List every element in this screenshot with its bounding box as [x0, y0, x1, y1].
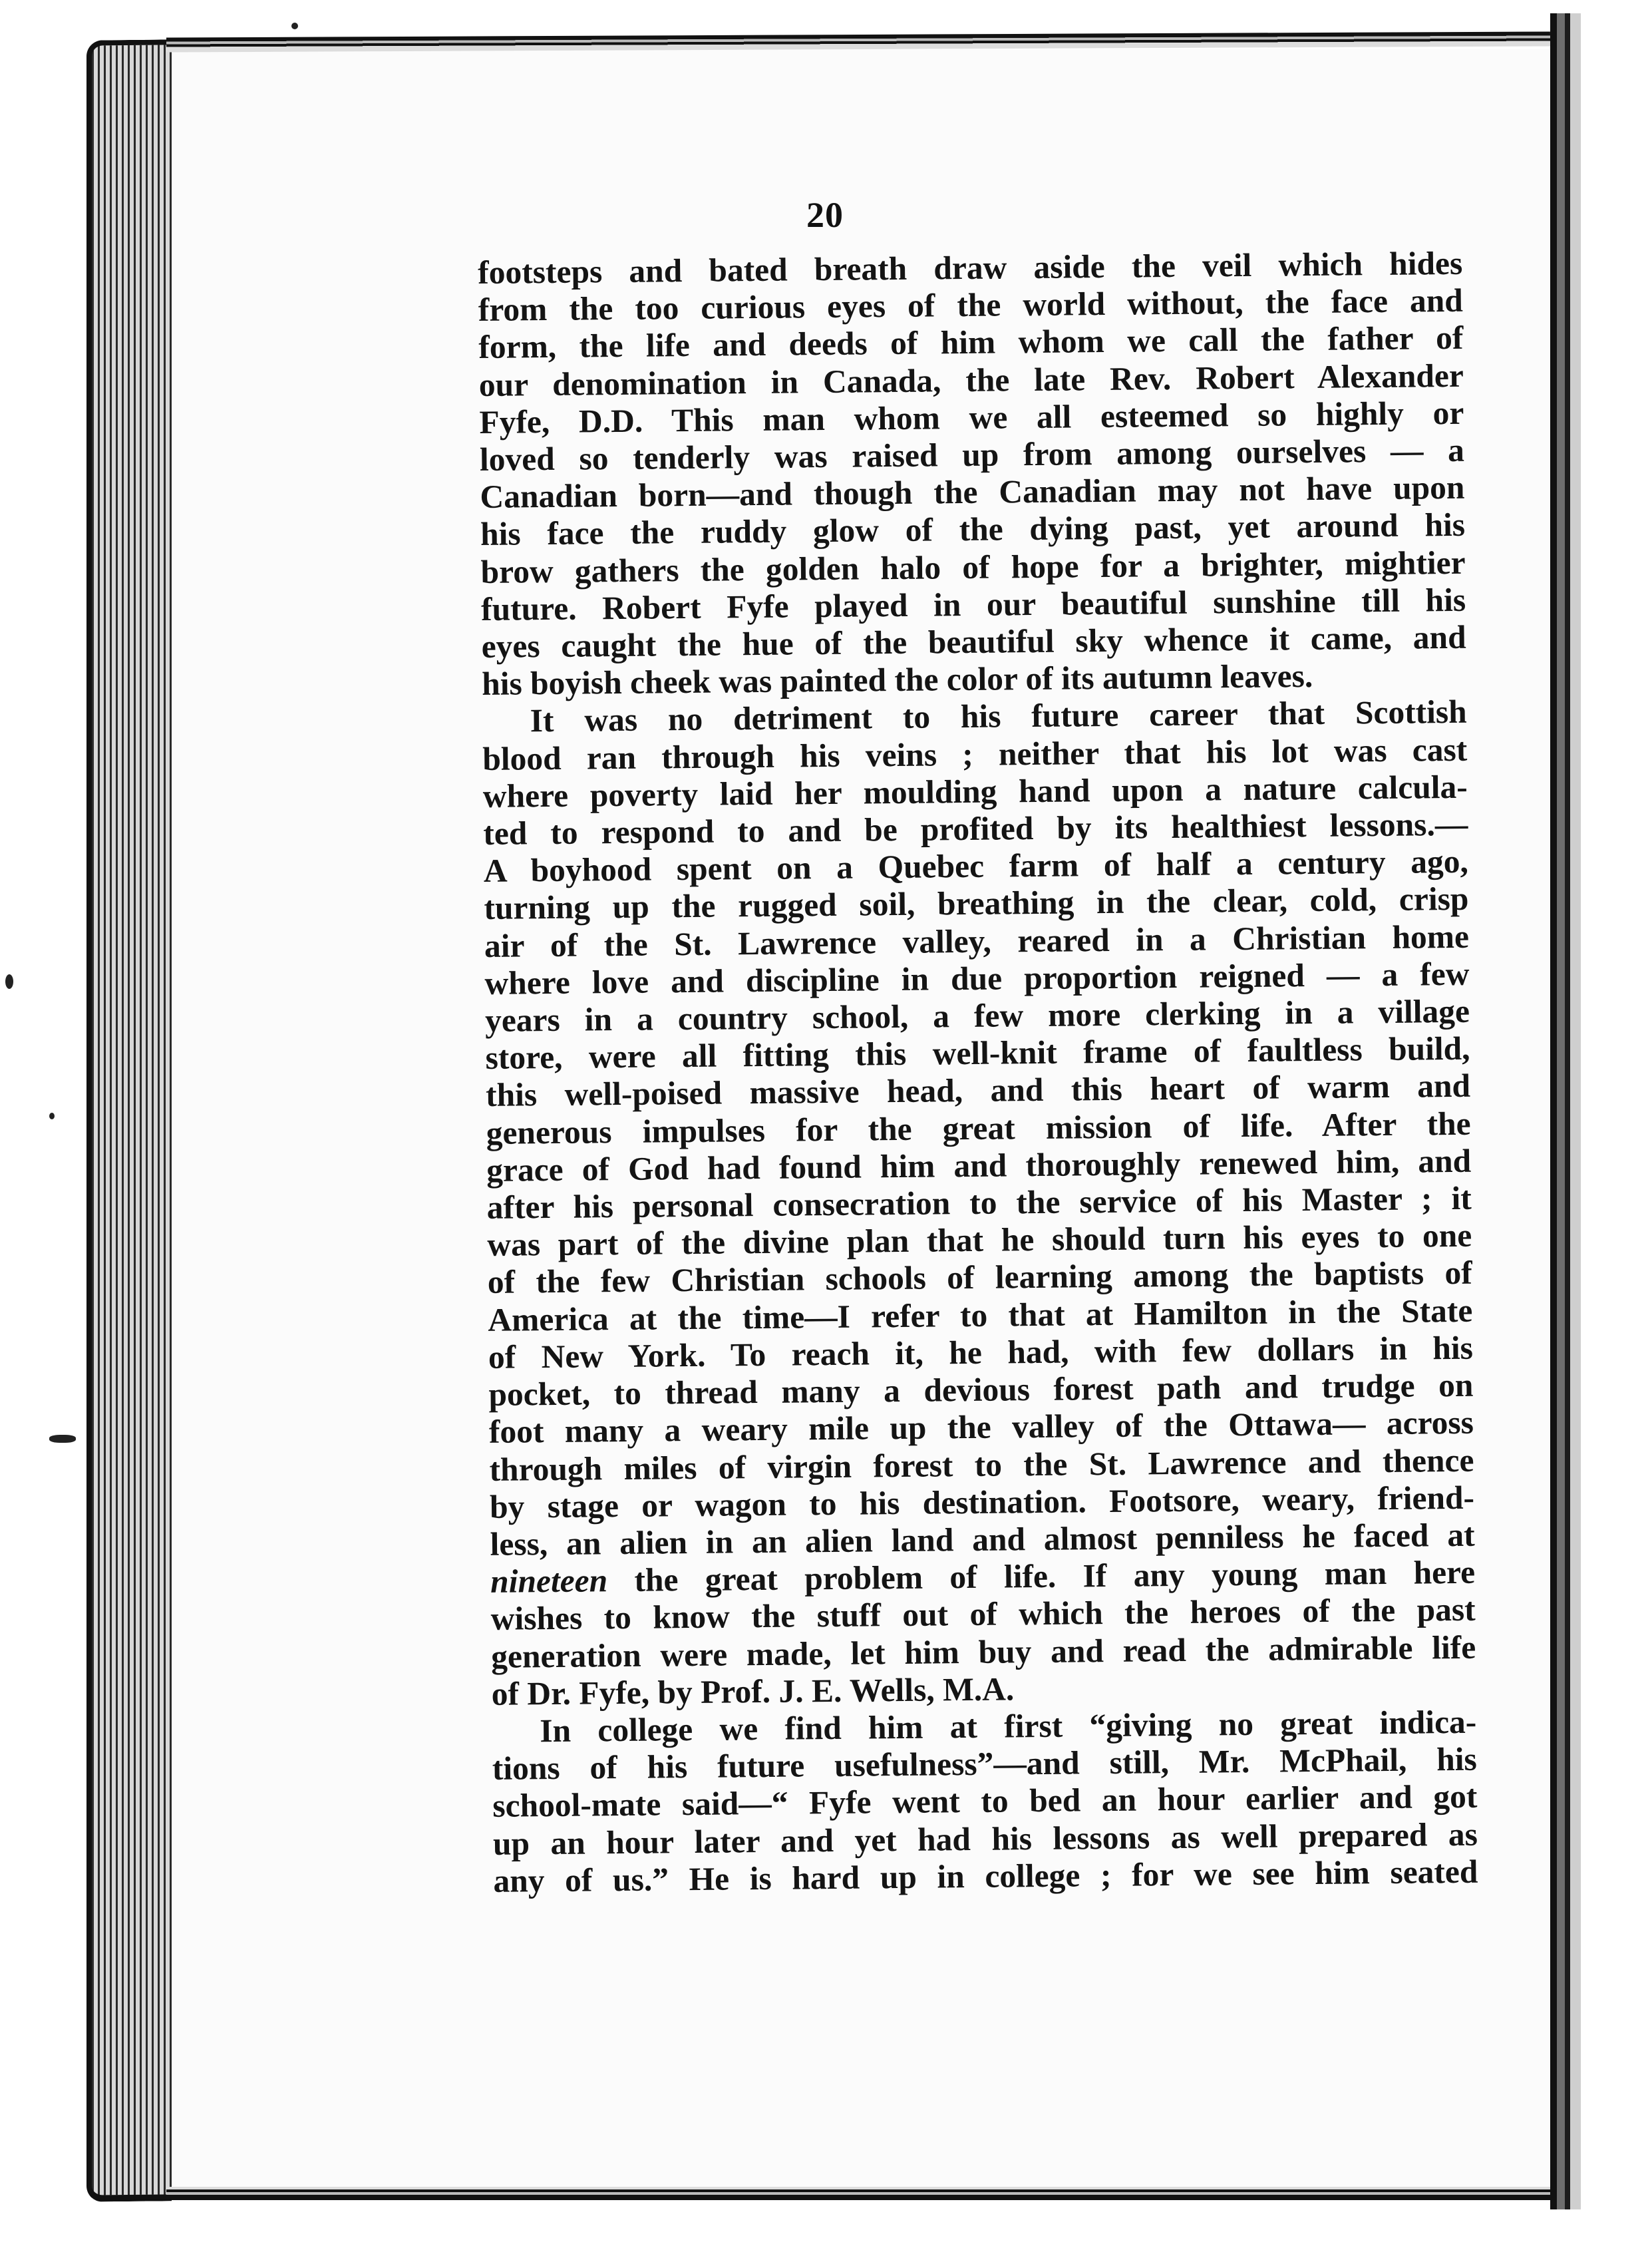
- text-line: school-mate said—“ Fyfe went to bed an hour earlier and got: [492, 1778, 1478, 1825]
- text-line: loved so tenderly was raised up from among ourselves — a: [479, 431, 1465, 478]
- text-line: of the few Christian schools of learning among the baptists of: [487, 1254, 1473, 1301]
- text-line: after his personal consecration to the service of his Master ; it: [486, 1179, 1472, 1227]
- text-line: A boyhood spent on a Quebec farm of half a century ago,: [483, 843, 1469, 890]
- text-line: grace of God had found him and thoroughly renewed him, and: [486, 1142, 1472, 1189]
- text-line: generous impulses for the great mission of life. After the: [486, 1105, 1471, 1151]
- paragraph-2: [482, 693, 1476, 1713]
- scan-speck: [49, 1435, 76, 1443]
- text-line: through miles of virgin forest to the St. Lawrence and thence: [489, 1441, 1474, 1488]
- text-line: ted to respond to and be profited by its healthiest lessons.—: [483, 805, 1468, 852]
- text-line: turning up the rugged soil, breathing in the clear, cold, crisp: [484, 880, 1469, 927]
- book-bottom-edge: [166, 2187, 1550, 2200]
- text-line: eyes caught the hue of the beautiful sky whence it came, and: [481, 618, 1466, 665]
- text-line: of New York. To reach it, he had, with few dollars in his: [488, 1329, 1474, 1376]
- text-line: air of the St. Lawrence valley, reared in a Christian home: [484, 918, 1470, 964]
- text-line: years in a country school, a few more clerking in a village: [484, 992, 1470, 1040]
- text-line: Fyfe, D.D. This man whom we all esteemed so highly or: [479, 394, 1464, 441]
- italic-word: nineteen: [490, 1562, 608, 1601]
- text-line: less, an alien in an alien land and almost penniless he faced at: [490, 1516, 1475, 1563]
- text-line: his boyish cheek was painted the color of its autumn leaves.: [481, 658, 1313, 703]
- paragraph-1: [478, 245, 1466, 703]
- text-line: was part of the divine plan that he should turn his eyes to one: [487, 1217, 1472, 1264]
- book-page-edges: [86, 39, 172, 2201]
- text-line: America at the time—I refer to that at Hamilton in the State: [488, 1292, 1473, 1338]
- text-line: blood ran through his veins ; neither that his lot was cast: [482, 731, 1468, 777]
- text-line: of Dr. Fyfe, by Prof. J. E. Wells, M.A.: [491, 1670, 1015, 1712]
- text-line: where love and discipline in due proportion reigned — a few: [484, 955, 1470, 1002]
- text-line: In college we find him at first “giving no great indica-: [540, 1703, 1477, 1750]
- text-line: foot many a weary mile up the valley of the Ottawa— across: [488, 1404, 1474, 1451]
- text-line: Canadian born—and though the Canadian may not have upon: [480, 469, 1465, 516]
- text-line-rest: the great problem of life. If any young man here: [634, 1553, 1476, 1599]
- text-line: generation were made, let him buy and read the admirable life: [490, 1628, 1476, 1675]
- text-line: wishes to know the stuff out of which the heroes of the past: [490, 1591, 1476, 1638]
- text-line: any of us.” He is hard up in college ; for we see him seated: [493, 1853, 1478, 1899]
- text-line: up an hour later and yet had his lessons as well prepared as: [492, 1815, 1478, 1862]
- scan-speck: [5, 974, 13, 989]
- text-line: store, were all fitting this well-knit frame of faultless build,: [485, 1030, 1470, 1077]
- text-line: It was no detriment to his future career that Scottish: [530, 693, 1467, 739]
- body-text: [478, 245, 1478, 1900]
- text-line: pocket, to thread many a devious forest path and trudge on: [488, 1366, 1474, 1414]
- text-line: by stage or wagon to his destination. Footsore, weary, friend-: [489, 1479, 1475, 1525]
- text-line: brow gathers the golden halo of hope for a brighter, mightier: [480, 544, 1466, 590]
- text-line: form, the life and deeds of him whom we call the father of: [478, 319, 1464, 366]
- text-line: future. Robert Fyfe played in our beautiful sunshine till his: [480, 581, 1466, 628]
- text-line: where poverty laid her moulding hand upon a nature calcula-: [482, 768, 1468, 815]
- page-number: 20: [806, 195, 844, 235]
- text-line: from the too curious eyes of the world without, the face and: [478, 282, 1463, 329]
- text-line: footsteps and bated breath draw aside the veil which hides: [478, 244, 1463, 291]
- scan-speck: [49, 1113, 55, 1119]
- text-line: our denomination in Canada, the late Rev. Robert Alexander: [478, 357, 1464, 403]
- text-line: his face the ruddy glow of the dying past, yet around his: [480, 506, 1466, 553]
- book-gutter: [1550, 13, 1581, 2209]
- paragraph-3: [492, 1704, 1478, 1900]
- text-line: this well-poised massive head, and this heart of warm and: [485, 1067, 1471, 1114]
- text-line: tions of his future usefulness”—and still, Mr. McPhail, his: [492, 1740, 1478, 1788]
- scan-speck: [291, 23, 298, 29]
